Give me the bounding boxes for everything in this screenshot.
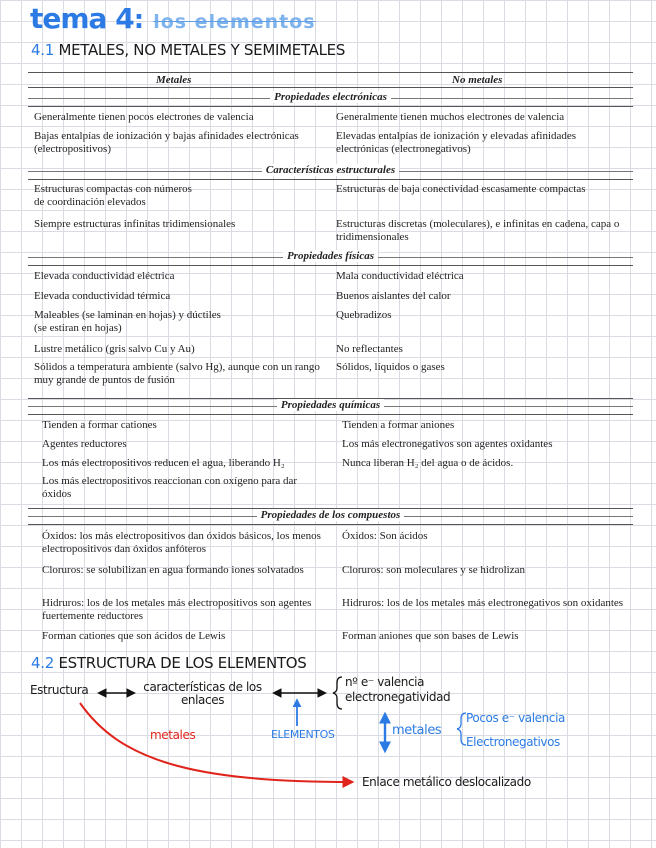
label-elementos: ELEMENTOS [271,728,335,741]
table-cell: Nunca liberan H₂ del agua o de ácidos. [342,457,514,469]
table-cell: Estructuras compactas con números de coordinación elevados [34,183,192,208]
section-heading-compounds: Propiedades de los compuestos [28,508,633,525]
brace-blue [457,713,466,745]
brace-left [333,677,342,709]
table-cell: Estructuras de baja conectividad escasamente compactas [336,183,586,195]
label-electronegativos: Electronegativos [466,735,560,749]
table-cell: Cloruros: son moleculares y se hidrolizan [342,564,525,576]
title-colon: : [133,5,145,35]
label-valencia: nº e⁻ valencia [345,675,425,689]
section-2-number: 4.2 [31,654,54,672]
label-metales-blue: metales [392,723,442,738]
table-cell: Lustre metálico (gris salvo Cu y Au) [34,343,195,355]
table-cell: Los más electropositivos reducen el agua, liberando H₂ [42,457,285,469]
table-cell: Bajas entalpías de ionización y bajas afinidades electrónicas (electropositivos) [34,130,299,155]
table-cell: Tienden a formar aniones [342,419,455,431]
section-1-number: 4.1 [31,41,54,59]
table-cell: Estructuras discretas (moleculares), e infinitas en cadena, capa o tridimensionales [336,218,620,243]
title-tema: tema 4 [30,2,134,35]
table-cell: Tienden a formar cationes [42,419,157,431]
table-cell: Hidruros: los de los metales más electronegativos son oxidantes [342,597,624,609]
section-2-title: ESTRUCTURA DE LOS ELEMENTOS [58,654,307,672]
section-heading-physical: Propiedades físicas [28,250,633,266]
col-header-no-metales: No metales [452,74,503,86]
table-cell: Siempre estructuras infinitas tridimensionales [34,218,236,230]
table-cell: Generalmente tienen muchos electrones de valencia [336,111,565,123]
table-cell: Generalmente tienen pocos electrones de valencia [34,111,254,123]
table-cell: Sólidos a temperatura ambiente (salvo Hg), aunque con un rango muy grande de puntos de fusión [34,361,320,386]
section-heading-chemical: Propiedades químicas [28,398,633,415]
table-cell: Elevadas entalpías de ionización y elevadas afinidades electrónicas (electronegativos) [336,130,577,155]
label-electronegatividad: electronegatividad [345,690,451,704]
table-cell: Óxidos: Son ácidos [342,530,428,542]
table-cell: Maleables (se laminan en hojas) y dúctiles (se estiran en hojas) [34,309,221,334]
table-cell: Forman cationes que son ácidos de Lewis [42,630,226,642]
table-cell: Buenos aislantes del calor [336,290,451,302]
table-cell: Forman aniones que son bases de Lewis [342,630,519,642]
label-metales-red: metales [150,728,196,742]
table-cell: Sólidos, líquidos o gases [336,361,445,373]
table-cell: Quebradizos [336,309,392,321]
table-cell: Elevada conductividad eléctrica [34,270,175,282]
col-header-metales: Metales [156,74,192,86]
section-1-title: METALES, NO METALES Y SEMIMETALES [58,41,346,59]
table-cell: Cloruros: se solubilizan en agua formando iones solvatados [42,564,304,576]
table-cell: Hidruros: los de los metales más electropositivos son agentes fuertemente reductores [42,597,312,622]
title-subtitle: los elementos [153,11,316,33]
label-caracteristicas: características de los enlaces [143,680,262,707]
label-pocos-valencia: Pocos e⁻ valencia [466,711,565,725]
table-cell: No reflectantes [336,343,403,355]
section-heading-electronic: Propiedades electrónicas [28,91,633,107]
table-cell: Mala conductividad eléctrica [336,270,464,282]
section-heading-structural: Características estructurales [28,164,633,180]
label-enlace-metalico: Enlace metálico deslocalizado [362,775,531,789]
table-cell: Los más electropositivos reaccionan con oxígeno para dar óxidos [42,475,298,500]
table-cell: Agentes reductores [42,438,127,450]
arrow-red-curve [80,703,352,782]
label-estructura: Estructura [30,683,89,697]
table-cell: Óxidos: los más electropositivos dan óxidos básicos, los menos electropositivos dan óxidos anfóteros [42,530,321,555]
table-cell: Elevada conductividad térmica [34,290,171,302]
table-cell: Los más electronegativos son agentes oxidantes [342,438,553,450]
